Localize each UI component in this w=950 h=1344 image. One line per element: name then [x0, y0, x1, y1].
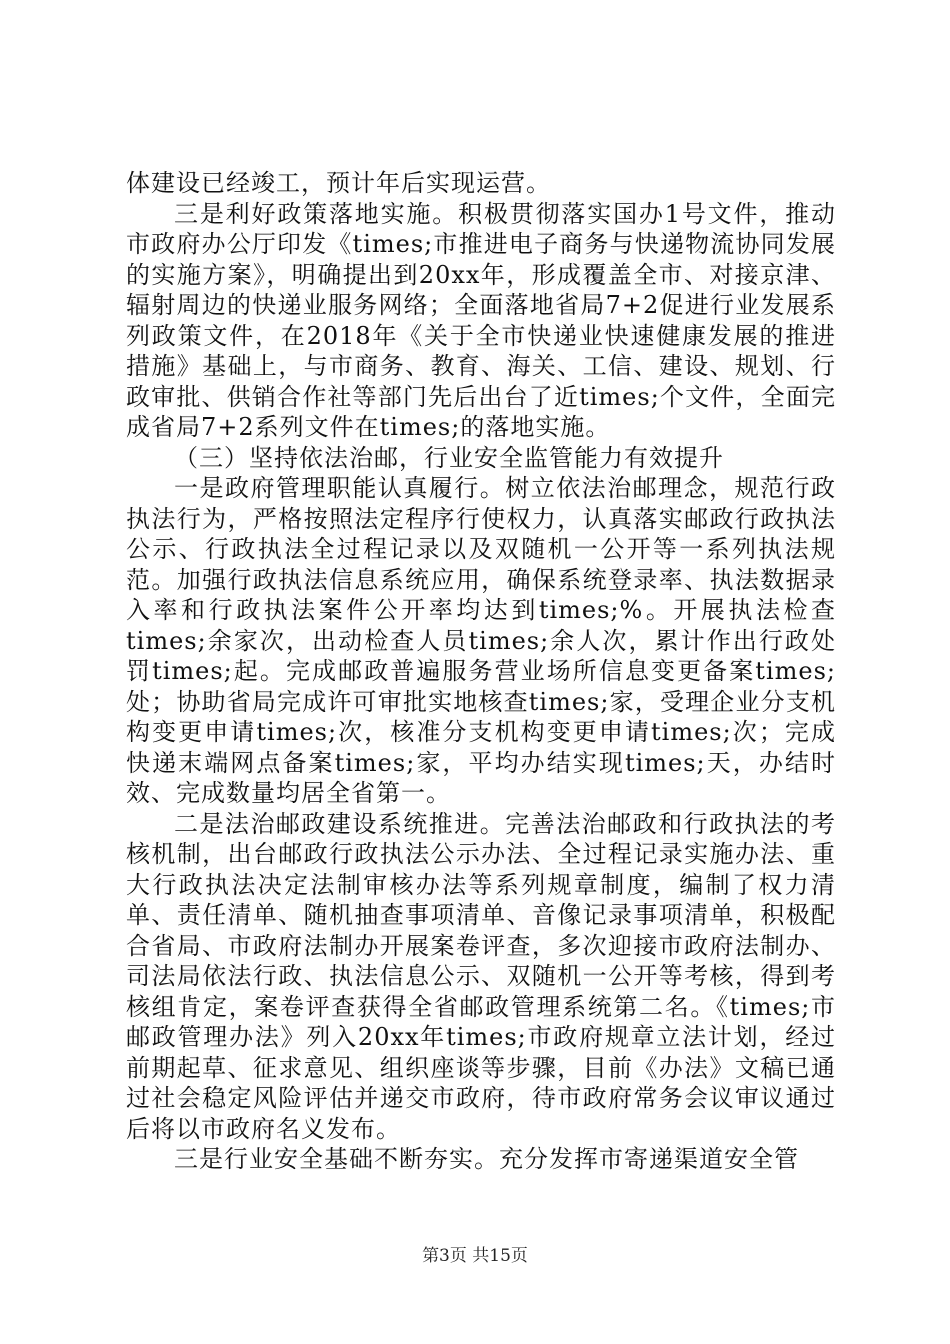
page-number-label: 第3页 共15页 [422, 1246, 528, 1266]
document-body [126, 168, 836, 1175]
paragraph-continuation: 体建设已经竣工，预计年后实现运营。 [126, 169, 551, 197]
section-heading-rule-of-law: （三）坚持依法治邮，行业安全监管能力有效提升 [174, 443, 724, 472]
paragraph-government-duties: 一是政府管理职能认真履行。树立依法治邮理念，规范行政执法行为，严格按照法定程序行使权力，认真落实邮政行政执法公示、行政执法全过程记录以及双随机一公开等一系列执法规范。加强行政执法信息系统应用，确保系统登录率、执法数据录入率和行政执法案件公开率均达到times;%。开展执法检查times;余家次，出动检查人员times;余人次，累计作出行政处罚times;起。完成邮政普遍服务营业场所信息变更备案times;处；协助省局完成许可审批实地核查times;家，受理企业分支机构变更申请times;次，核准分支机构变更申请times;次；完成快递末端网点备案times;家，平均办结实现times;天，办结时效、完成数量均居全省第一。 [126, 474, 836, 807]
paragraph-policy-implementation: 三是利好政策落地实施。积极贯彻落实国办1号文件，推动市政府办公厅印发《times;市推进电子商务与快递物流协同发展的实施方案》，明确提出到20xx年，形成覆盖全市、对接京津、辐射周边的快递业服务网络；全面落地省局7+2促进行业发展系列政策文件，在2018年《关于全市快递业快速健康发展的推进措施》基础上，与市商务、教育、海关、工信、建设、规划、行政审批、供销合作社等部门先后出台了近times;个文件，全面完成省局7+2系列文件在times;的落地实施。 [126, 199, 836, 441]
paragraph-legal-postal-construction: 二是法治邮政建设系统推进。完善法治邮政和行政执法的考核机制，出台邮政行政执法公示办法、全过程记录实施办法、重大行政执法决定法制审核办法等系列规章制度，编制了权力清单、责任清单、随机抽查事项清单、音像记录事项清单，积极配合省局、市政府法制办开展案卷评查，多次迎接市政府法制办、司法局依法行政、执法信息公示、双随机一公开等考核，得到考核组肯定，案卷评查获得全省邮政管理系统第二名。《times;市邮政管理办法》列入20xx年times;市政府规章立法计划，经过前期起草、征求意见、组织座谈等步骤，目前《办法》文稿已通过社会稳定风险评估并递交市政府，待市政府常务会议审议通过后将以市政府名义发布。 [126, 809, 836, 1143]
paragraph-industry-safety: 三是行业安全基础不断夯实。充分发挥市寄递渠道安全管 [174, 1145, 799, 1173]
page-footer [0, 1241, 950, 1266]
